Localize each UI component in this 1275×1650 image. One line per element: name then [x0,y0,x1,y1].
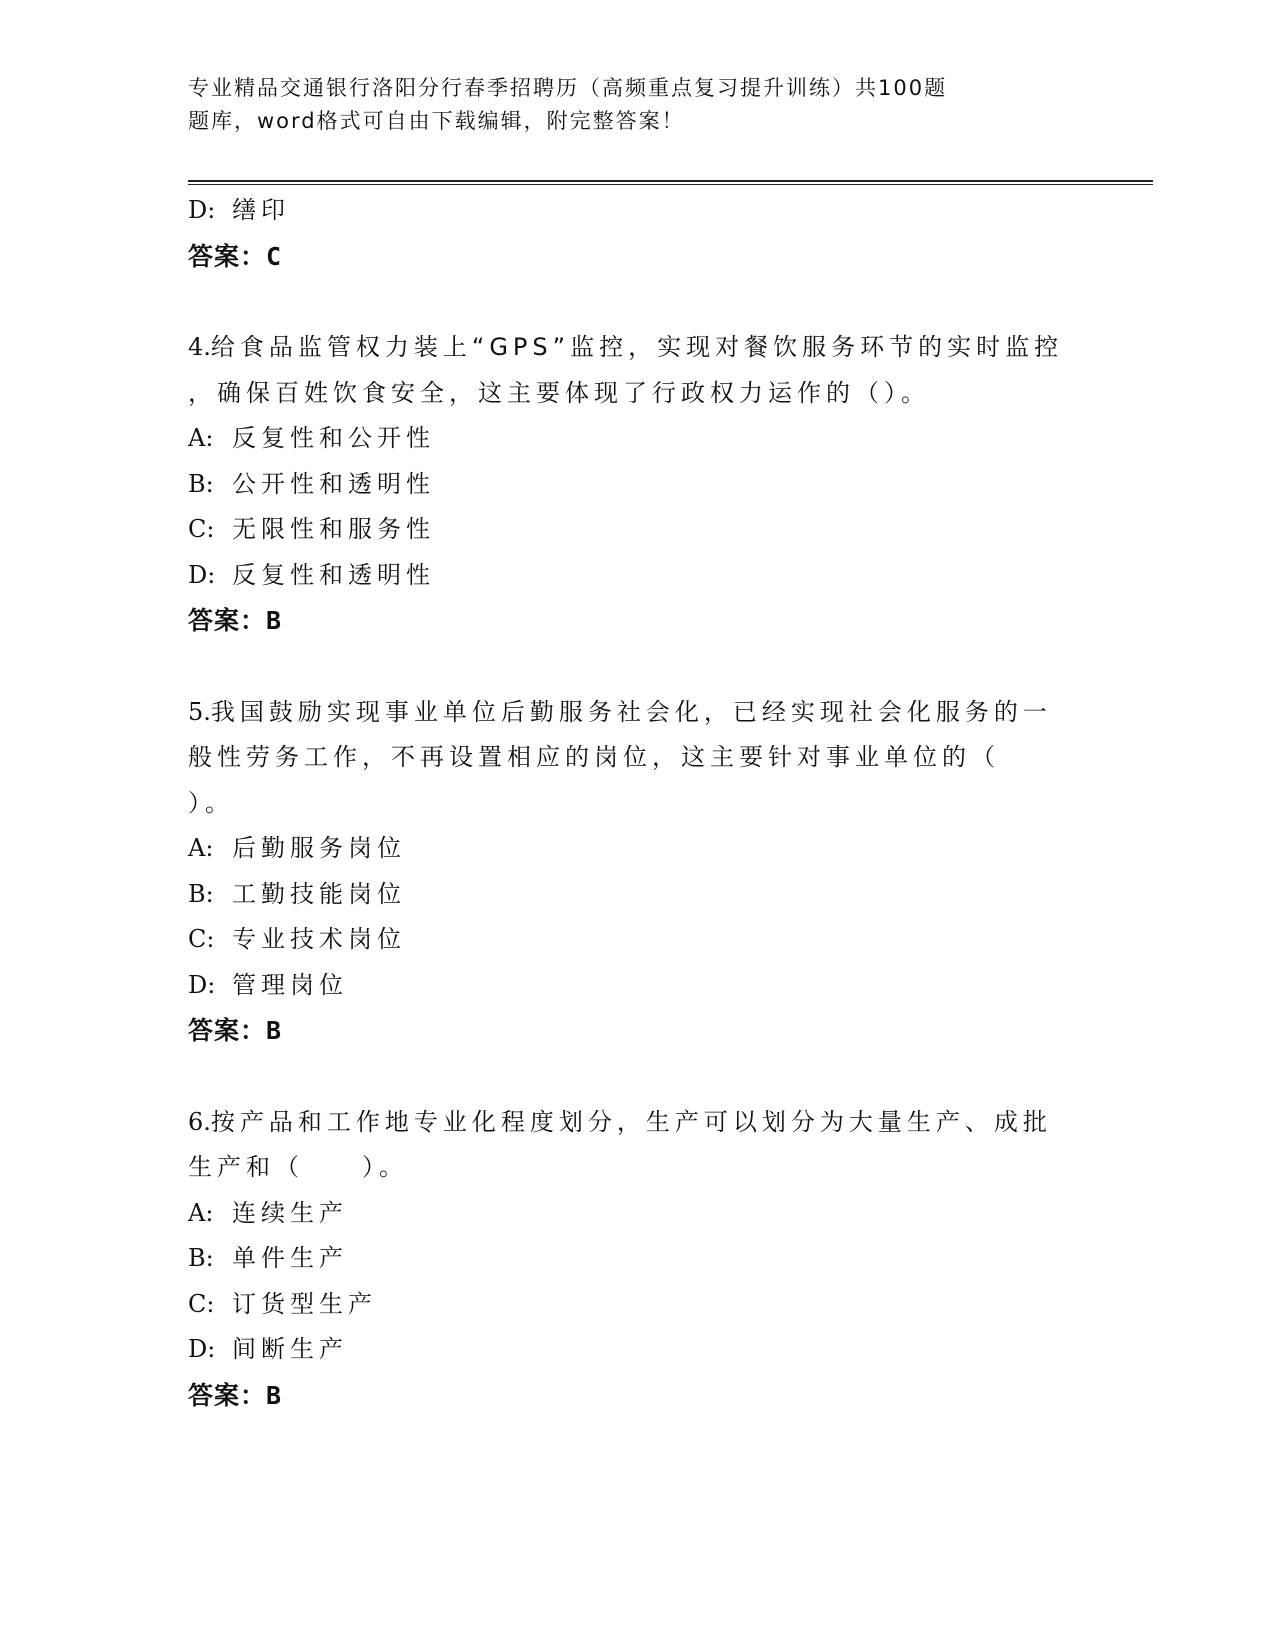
question-stem-cont: ，确保百姓饮食安全，这主要体现了行政权力运作的（）。 [188,378,930,407]
option-a [188,826,1088,872]
option-label: C: [188,925,215,953]
option-label: D: [188,1335,216,1363]
spacer [188,279,1088,325]
answer-label: 答案： [188,1380,267,1410]
question-stem [188,325,1088,371]
question-stem-cont: 生产和（ ）。 [188,1153,408,1181]
stem-line: 按产品和工作地专业化程度划分，生产可以划分为大量生产、成批 [210,1107,1052,1136]
answer-value: B [266,1380,283,1410]
header-line-2: 题库，word格式可自由下载编辑，附完整答案！ [188,109,685,133]
question-6 [188,1100,1088,1419]
answer [188,1008,1088,1054]
question-stem [188,1100,1088,1146]
answer [188,598,1088,644]
option-label: B: [188,469,214,498]
option-a [188,1191,1088,1237]
stem-line: 给食品监管权力装上“GPS”监控，实现对餐饮服务环节的实时监控 [210,333,1064,361]
question-list [188,188,1088,1418]
option-text: 缮印 [232,196,290,224]
question-4 [188,325,1088,644]
option-text: 专业技术岗位 [232,925,406,953]
spacer [188,644,1088,690]
question-stem [188,690,1088,736]
answer-value: C [266,241,283,271]
answer-label: 答案： [188,241,267,271]
option-b [188,872,1088,918]
option-text: 订货型生产 [232,1289,377,1318]
option-label: A: [188,834,214,862]
option-label: B: [188,879,214,908]
option-d [188,1327,1088,1373]
option-text: 管理岗位 [232,970,348,999]
option-text: 后勤服务岗位 [232,834,406,862]
option-label: C: [188,1289,215,1318]
option-text: 无限性和服务性 [232,515,435,543]
answer-value: B [266,606,283,635]
question-5 [188,690,1088,1054]
prev-option-d [188,188,1088,234]
option-label: B: [188,1244,214,1272]
option-d [188,553,1088,599]
option-label: C: [188,515,215,543]
answer-label: 答案： [188,1016,267,1045]
option-label: D: [188,196,216,224]
header-line-1: 专业精品交通银行洛阳分行春季招聘历（高频重点复习提升训练）共100题 [188,76,948,100]
document-header [188,72,1068,138]
question-stem-cont: 般性劳务工作，不再设置相应的岗位，这主要针对事业单位的（ [188,743,1000,771]
option-text: 连续生产 [232,1198,348,1227]
option-c [188,1282,1088,1328]
option-label: A: [188,424,214,452]
option-b [188,462,1088,508]
option-label: A: [188,1198,214,1227]
option-b [188,1236,1088,1282]
option-label: D: [188,970,216,999]
option-c [188,917,1088,963]
option-a [188,416,1088,462]
answer-label: 答案： [188,606,267,635]
option-text: 间断生产 [232,1335,348,1363]
option-text: 反复性和透明性 [232,560,435,589]
option-text: 反复性和公开性 [232,424,435,452]
answer [188,1373,1088,1419]
option-text: 公开性和透明性 [232,469,435,498]
option-c [188,507,1088,553]
question-stem-cont: ）。 [188,788,234,817]
header-divider [188,180,1153,185]
question-number: 5. [188,697,211,726]
spacer [188,1054,1088,1100]
option-text: 工勤技能岗位 [232,879,406,908]
question-number: 4. [188,333,211,361]
question-number: 6. [188,1107,211,1136]
answer-value: B [266,1016,283,1045]
option-d [188,963,1088,1009]
option-text: 单件生产 [232,1244,348,1272]
stem-line: 我国鼓励实现事业单位后勤服务社会化，已经实现社会化服务的一 [210,697,1052,726]
prev-answer [188,234,1088,280]
option-label: D: [188,560,216,589]
